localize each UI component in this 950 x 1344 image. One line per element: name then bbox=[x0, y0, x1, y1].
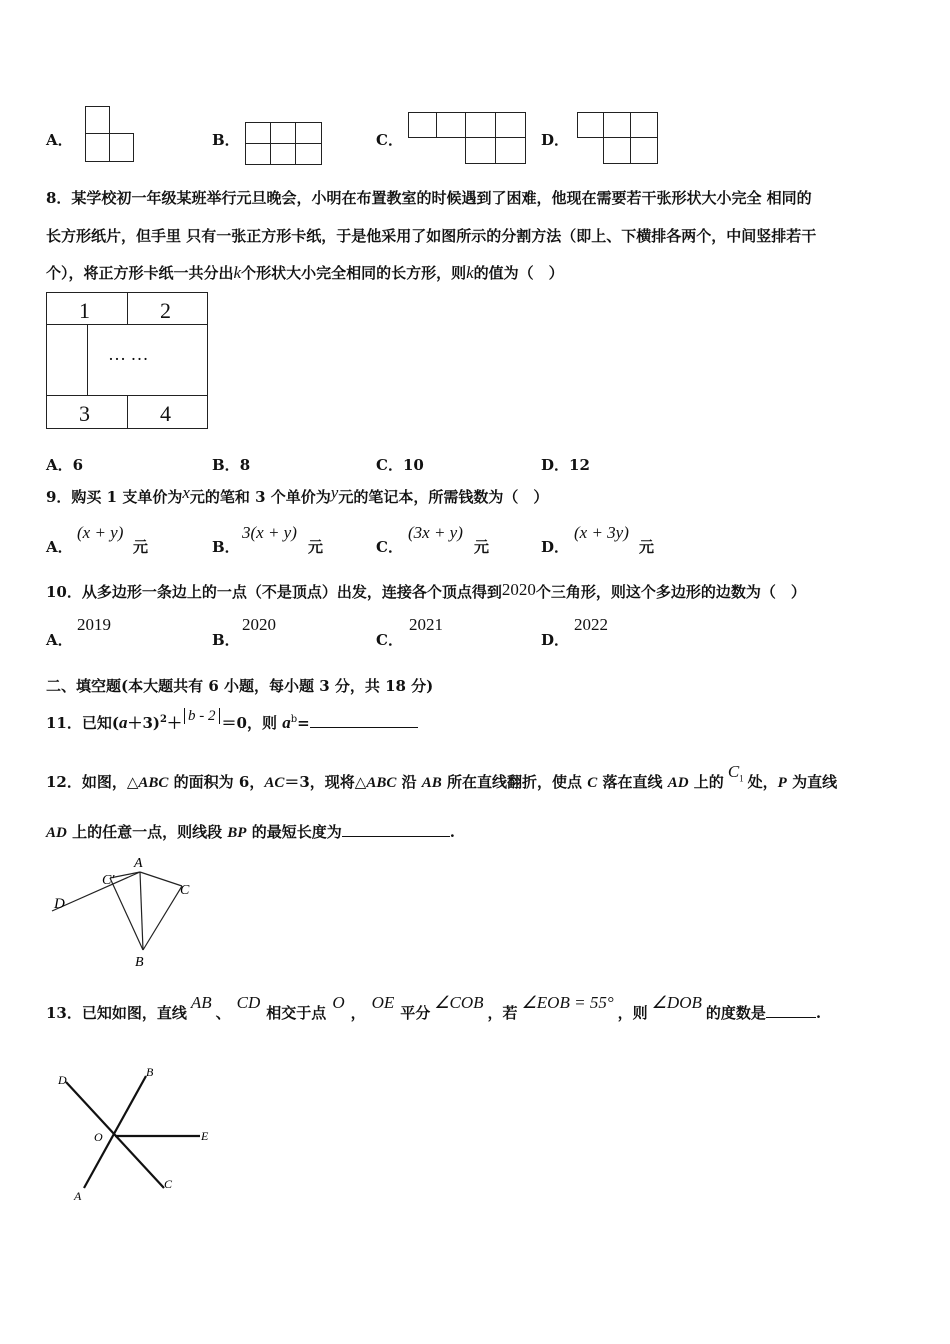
q10-text: 个三角形，则这个多边形的边数为（ ） bbox=[535, 583, 806, 601]
q11-var-a: a bbox=[118, 713, 128, 732]
q7-option-d-label: D． bbox=[541, 131, 570, 149]
q12-c1: $C_1$ bbox=[727, 762, 744, 784]
q13-figure bbox=[50, 1062, 220, 1212]
q9-option-b-label: B． bbox=[212, 538, 240, 556]
q11-answer-blank[interactable] bbox=[310, 713, 418, 728]
q7-options bbox=[0, 100, 950, 170]
q10-stem bbox=[46, 581, 806, 602]
q13-ray-oe: OE bbox=[371, 993, 395, 1012]
section-2-title: 二、填空题(本大题共有 6 小题，每小题 3 分，共 18 分) bbox=[46, 677, 434, 695]
q13-answer-blank[interactable] bbox=[766, 1003, 816, 1018]
q8-figure-cell-1: 1 bbox=[79, 298, 90, 323]
q11-text: = bbox=[297, 714, 310, 732]
q7-option-c-label: C． bbox=[376, 131, 403, 149]
q9-option-b-unit: 元 bbox=[308, 538, 324, 556]
q9-stem bbox=[46, 483, 549, 507]
q8-text: 个形状大小完全相同的长方形，则 bbox=[241, 264, 467, 282]
q13-figure-label-d: D bbox=[58, 1073, 67, 1087]
q10-option-a-label: A． bbox=[46, 631, 73, 649]
q8-figure-cell-4: 4 bbox=[160, 401, 171, 426]
q8-square-figure bbox=[46, 292, 208, 429]
q12-figure-label-a: A bbox=[134, 856, 143, 871]
q11-exponent-b: b bbox=[290, 714, 298, 725]
q13-figure-label-c: C bbox=[164, 1177, 173, 1191]
q9-option-d-expr: (x + 3y) bbox=[574, 523, 629, 542]
q10-options bbox=[0, 612, 950, 652]
q11-abs-expr: b - 2 bbox=[184, 708, 220, 724]
q11-text: 11．已知( bbox=[46, 714, 119, 732]
q8-text: 个），将正方形卡纸一共分出 bbox=[46, 264, 234, 282]
q9-text: 元的笔记本，所需钱数为（ ） bbox=[338, 488, 549, 506]
q11-var-a: a bbox=[282, 713, 291, 732]
q8-figure-cell-2: 2 bbox=[160, 298, 171, 323]
q9-option-b-expr: 3(x + y) bbox=[242, 523, 297, 542]
q8-var-k: k bbox=[466, 263, 474, 282]
q13-eob-eq: ∠EOB = 55° bbox=[521, 993, 614, 1012]
q13-stem: 13．已知如图，直线AB、CD相交于点O，OE平分∠COB，若∠EOB = 55°，则∠DOB的度数是 . bbox=[46, 993, 822, 1022]
q9-option-d-unit: 元 bbox=[639, 538, 655, 556]
q13-figure-label-o: O bbox=[94, 1130, 103, 1144]
q8-option-b: B．8 bbox=[212, 456, 251, 474]
q10-option-c-label: C． bbox=[376, 631, 403, 649]
q11-text: ＋3) bbox=[127, 714, 161, 732]
q7-option-b-label: B． bbox=[212, 131, 240, 149]
q8-figure-dots: … … bbox=[108, 344, 149, 364]
q10-option-b-label: B． bbox=[212, 631, 240, 649]
q9-options bbox=[0, 520, 950, 560]
q8-stem-line2: 长方形纸片，但手里 只有一张正方形卡纸，于是他采用了如图所示的分割方法（即上、下横排各两个，中间竖排若干 bbox=[46, 227, 817, 245]
q13-angle-cob: ∠COB bbox=[434, 993, 484, 1012]
q9-option-c-unit: 元 bbox=[474, 538, 490, 556]
q9-option-a-expr: (x + y) bbox=[77, 523, 124, 542]
q7-option-a-label: A． bbox=[46, 131, 73, 149]
q9-var-y: y bbox=[330, 483, 339, 502]
q9-text: 9．购买 1 支单价为 bbox=[46, 488, 183, 506]
q10-option-a-value: 2019 bbox=[77, 615, 111, 634]
q12-figure-label-b: B bbox=[135, 955, 144, 970]
q8-figure-cell-3: 3 bbox=[79, 401, 90, 426]
q9-var-x: x bbox=[182, 483, 190, 502]
q13-point-o: O bbox=[332, 993, 345, 1012]
q12-stem-line1: 12．如图，△ABC 的面积为 6，AC＝3，现将△ABC 沿 AB 所在直线翻折，使点 C 落在直线 AD 上的$C_1$ 处，P 为直线 bbox=[46, 762, 838, 791]
q12-figure bbox=[46, 850, 206, 975]
q10-option-d-label: D． bbox=[541, 631, 570, 649]
q8-option-d: D．12 bbox=[541, 456, 590, 474]
q11-stem bbox=[46, 708, 418, 733]
q12-figure-label-d: D bbox=[54, 896, 65, 912]
q12-stem-line2: AD 上的任意一点，则线段 BP 的最短长度为 . bbox=[46, 823, 455, 841]
q12-answer-blank[interactable] bbox=[342, 822, 450, 837]
q13-figure-label-b: B bbox=[146, 1065, 154, 1079]
q13-angle-dob: ∠DOB bbox=[651, 993, 702, 1012]
q8-option-a: A．6 bbox=[46, 456, 84, 474]
q9-option-d-label: D． bbox=[541, 538, 570, 556]
q10-option-d-value: 2022 bbox=[574, 615, 608, 634]
q12-figure-label-c: C bbox=[180, 883, 190, 898]
q10-option-c-value: 2021 bbox=[409, 615, 443, 634]
q13-line-cd: CD bbox=[236, 993, 261, 1012]
q11-exponent: 2 bbox=[160, 714, 167, 725]
q9-text: 元的笔和 3 个单价为 bbox=[189, 488, 331, 506]
q10-option-b-value: 2020 bbox=[242, 615, 276, 634]
q8-option-c: C．10 bbox=[376, 456, 424, 474]
q9-option-a-unit: 元 bbox=[133, 538, 149, 556]
q9-option-c-label: C． bbox=[376, 538, 403, 556]
q11-text: ＝0，则 bbox=[221, 714, 283, 732]
q13-line-ab: AB bbox=[190, 993, 212, 1012]
q8-text: 的值为（ ） bbox=[473, 264, 564, 282]
q9-option-a-label: A． bbox=[46, 538, 73, 556]
q10-number: 2020 bbox=[501, 580, 536, 599]
q11-text: ＋ bbox=[167, 714, 183, 732]
q8-var-k: k bbox=[233, 263, 242, 282]
q8-stem-line1: 8．某学校初一年级某班举行元旦晚会，小明在布置教室的时候遇到了困难，他现在需要若干张形状大小完全 相同的 bbox=[46, 189, 812, 207]
q13-figure-label-a: A bbox=[74, 1189, 82, 1203]
q12-figure-label-c1: C′ bbox=[102, 873, 115, 888]
q10-text: 10．从多边形一条边上的一点（不是顶点）出发，连接各个顶点得到 bbox=[46, 583, 502, 601]
q13-figure-label-e: E bbox=[201, 1129, 209, 1143]
q8-stem-line3 bbox=[46, 262, 564, 283]
q9-option-c-expr: (3x + y) bbox=[408, 523, 463, 542]
